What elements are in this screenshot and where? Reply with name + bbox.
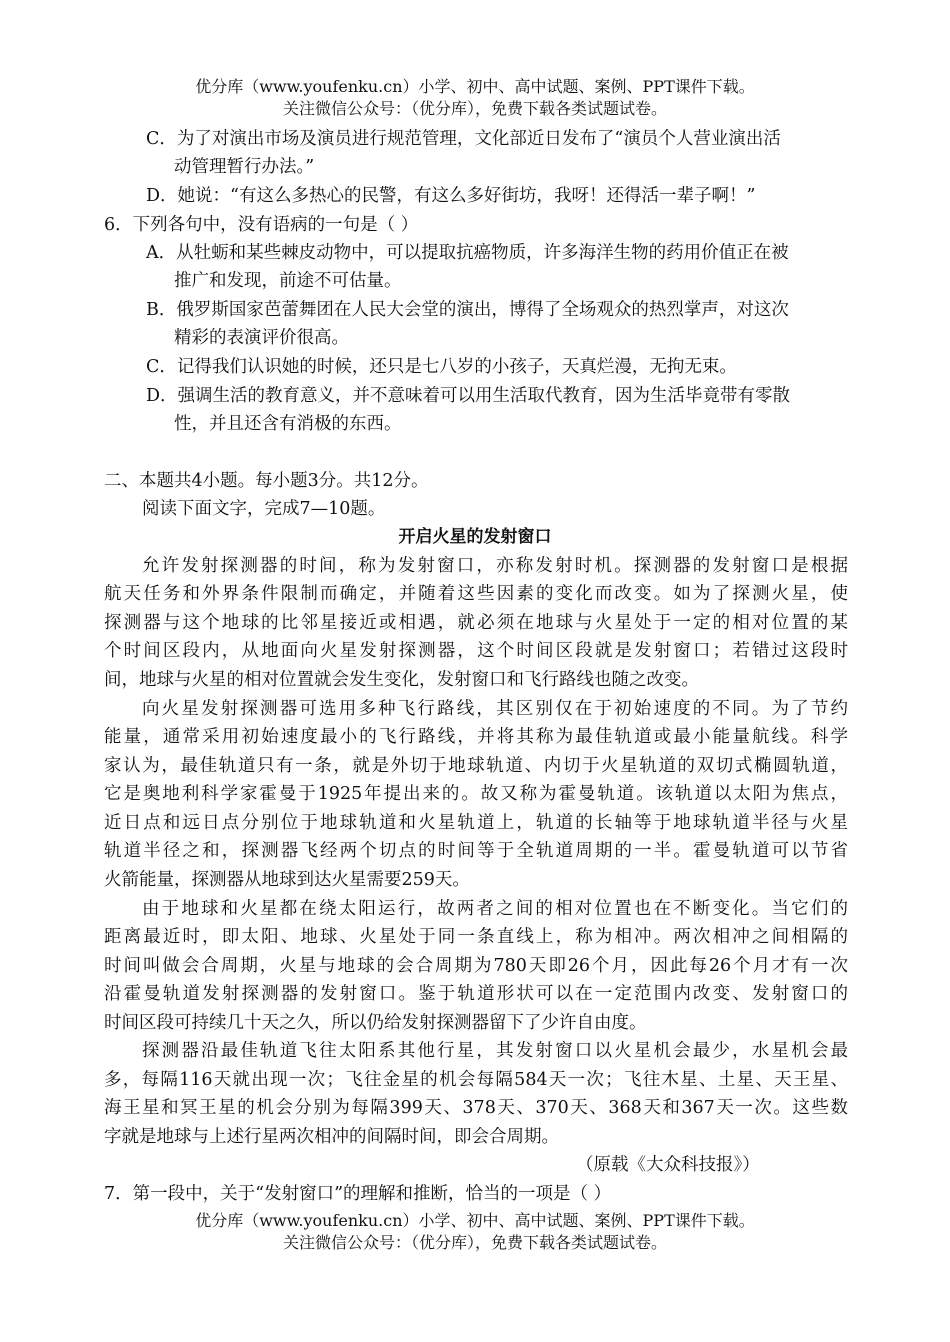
article-p4-line: 字就是地球与上述行星两次相冲的间隔时间，即会合周期。 [104, 1127, 559, 1147]
article-p3-line: 时间区段可持续几十天之久，所以仍给发射探测器留下了少许自由度。 [104, 1013, 647, 1033]
article-p3-line: 时间叫做会合周期，火星与地球的会合周期为780天即26个月，因此每26个月才有一次 [104, 956, 848, 976]
q5-option-c: C．为了对演出市场及演员进行规范管理，文化部近日发布了“演员个人营业演出活 [146, 129, 781, 149]
q6-option-d: D．强调生活的教育意义，并不意味着可以用生活取代教育，因为生活毕竟带有零散 [146, 386, 791, 406]
section-instruction: 阅读下面文字，完成7—10题。 [142, 499, 386, 519]
article-p4-line: 海王星和冥王星的机会分别为每隔399天、378天、370天、368天和367天一次。这些数 [104, 1098, 848, 1118]
article-p1-line: 个时间区段内，从地面向火星发射探测器，这个时间区段就是发射窗口；若错过这段时 [104, 641, 848, 661]
article-title: 开启火星的发射窗口 [398, 527, 552, 547]
section-heading: 二、本题共4小题。每小题3分。共12分。 [104, 471, 429, 491]
q6-option-b-cont: 精彩的表演评价很高。 [174, 328, 349, 348]
article-p2-line: 能量，通常采用初始速度最小的飞行路线，并将其称为最佳轨道或最小能量航线。科学 [104, 727, 848, 747]
article-p2-line: 它是奥地利科学家霍曼于1925年提出来的。故又称为霍曼轨道。该轨道以太阳为焦点， [104, 784, 848, 804]
header-line-1: 优分库（www.youfenku.cn）小学、初中、高中试题、案例、PPT课件下载。 [195, 77, 755, 96]
footer-line-1: 优分库（www.youfenku.cn）小学、初中、高中试题、案例、PPT课件下载。 [195, 1211, 755, 1230]
q6-stem: 6．下列各句中，没有语病的一句是（ ） [104, 215, 419, 235]
article-p1-line: 探测器与这个地球的比邻星接近或相遇，就必须在地球与火星处于一定的相对位置的某 [104, 613, 848, 633]
q7-stem: 7．第一段中，关于“发射窗口”的理解和推断，恰当的一项是（ ） [104, 1184, 612, 1204]
q6-option-a: A．从牡蛎和某些棘皮动物中，可以提取抗癌物质，许多海洋生物的药用价值正在被 [146, 243, 789, 263]
article-p4-line: 多，每隔116天就出现一次；飞往金星的机会每隔584天一次；飞往木星、土星、天王星、 [104, 1070, 848, 1090]
page-header [0, 76, 950, 120]
article-p1-line: 航天任务和外界条件限制而确定，并随着这些因素的变化而改变。如为了探测火星，使 [104, 584, 848, 604]
article-p2-line: 轨道半径之和，探测器飞经两个切点的时间等于全轨道周期的一半。霍曼轨道可以节省 [104, 841, 848, 861]
article-p1-line: 允许发射探测器的时间，称为发射窗口，亦称发射时机。探测器的发射窗口是根据 [142, 556, 848, 576]
q6-option-d-cont: 性，并且还含有消极的东西。 [174, 414, 402, 434]
article-p2-line: 家认为，最佳轨道只有一条，就是外切于地球轨道、内切于火星轨道的双切式椭圆轨道， [104, 756, 848, 776]
article-source: （原载《大众科技报》） [576, 1155, 760, 1175]
article-p2-line: 向火星发射探测器可选用多种飞行路线，其区别仅在于初始速度的不同。为了节约 [142, 699, 848, 719]
article-p2-line: 近日点和远日点分别位于地球轨道和火星轨道上，轨道的长轴等于地球轨道半径与火星 [104, 813, 848, 833]
article-p2-line: 火箭能量，探测器从地球到达火星需要259天。 [104, 870, 470, 890]
q6-option-b: B．俄罗斯国家芭蕾舞团在人民大会堂的演出，博得了全场观众的热烈掌声，对这次 [146, 300, 789, 320]
page-footer [0, 1210, 950, 1254]
footer-line-2: 关注微信公众号：（优分库），免费下载各类试题试卷。 [282, 1233, 667, 1252]
q5-option-d: D．她说：“有这么多热心的民警，有这么多好街坊，我呀！还得活一辈子啊！” [146, 186, 756, 206]
article-p4-line: 探测器沿最佳轨道飞往太阳系其他行星，其发射窗口以火星机会最少，水星机会最 [142, 1041, 848, 1061]
q6-option-a-cont: 推广和发现，前途不可估量。 [174, 271, 402, 291]
article-p1-line: 间，地球与火星的相对位置就会发生变化，发射窗口和飞行路线也随之改变。 [104, 670, 699, 690]
article-p3-line: 由于地球和火星都在绕太阳运行，故两者之间的相对位置也在不断变化。当它们的 [142, 899, 848, 919]
article-p3-line: 距离最近时，即太阳、地球、火星处于同一条直线上，称为相冲。两次相冲之间相隔的 [104, 927, 848, 947]
q6-option-c: C．记得我们认识她的时候，还只是七八岁的小孩子，天真烂漫，无拘无束。 [146, 357, 737, 377]
q5-option-c-cont: 动管理暂行办法。” [174, 157, 315, 177]
header-line-2: 关注微信公众号：（优分库），免费下载各类试题试卷。 [282, 99, 667, 118]
article-p3-line: 沿霍曼轨道发射探测器的发射窗口。鉴于轨道形状可以在一定范围内改变、发射窗口的 [104, 984, 848, 1004]
